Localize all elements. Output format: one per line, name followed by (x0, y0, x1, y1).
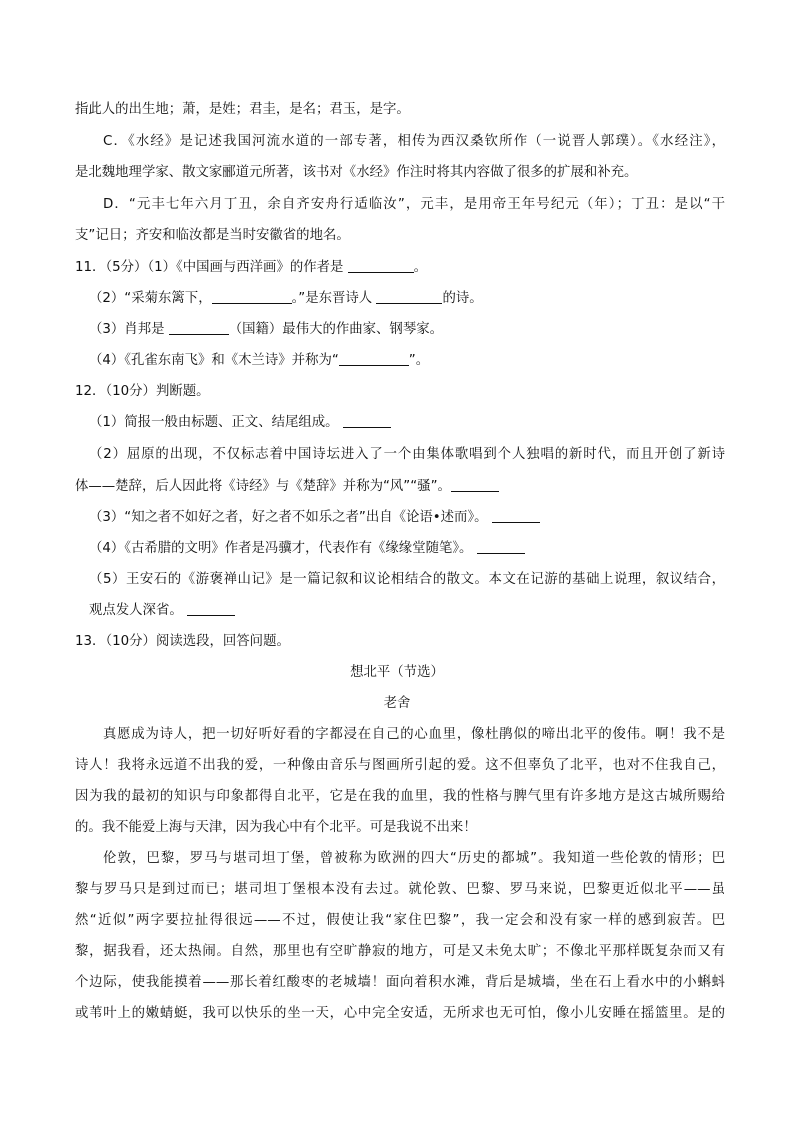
question-11-head: 11．（5分）（1）《中国画与西洋画》的作者是 。 (75, 260, 428, 275)
question-12-item-1: （1）简报一般由标题、正文、结尾组成。 (89, 412, 725, 434)
question-12-item-2: （2）屈原的出现，不仅标志着中国诗坛进入了一个由集体歌唱到个人独唱的新时代，而且开创了新诗 (89, 447, 725, 462)
answer-blank[interactable] (343, 414, 391, 428)
answer-blank[interactable] (376, 290, 442, 304)
option-d-line: D．“元丰七年六月丁丑，余自齐安舟行适临汝”，元丰，是用帝王年号纪元（年）；丁丑：是以“干 (103, 197, 725, 212)
passage-line: 真愿成为诗人，把一切好听好看的字都浸在自己的心血里，像杜鹃似的啼出北平的俊伟。啊！我不是 (103, 727, 725, 742)
passage-line: 的。我不能爱上海与天津，因为我心中有个北平。可是我说不出来！ (75, 820, 477, 835)
question-12-item-5-cont: 观点发人深省。 (89, 600, 725, 622)
passage-line: 因为我的最初的知识与印象都得自北平，它是在我的血里，我的性格与脾气里有许多地方是这古城所赐给 (75, 789, 725, 804)
passage-title: 想北平（节选） (350, 665, 444, 680)
passage-line: 诗人！我将永远道不出我的爱，一种像由音乐与图画所引起的爱。这不但辜负了北平，也对不住我自己， (75, 758, 725, 773)
text-line: 指此人的出生地；萧，是姓；君圭，是名；君玉，是字。 (75, 102, 410, 117)
answer-blank[interactable] (339, 352, 409, 366)
answer-blank[interactable] (212, 290, 292, 304)
question-12-item-4: （4）《古希腊的文明》作者是冯骥才，代表作有《缘缘堂随笔》。 (89, 538, 725, 560)
text-line: 支”记日；齐安和临汝都是当时安徽省的地名。 (75, 228, 350, 243)
answer-blank[interactable] (477, 540, 525, 554)
passage-line: 个边际，使我能摸着——那长着红酸枣的老城墙！面向着积水滩，背后是城墙，坐在石上看水中的小蝌蚪 (75, 975, 725, 990)
option-c-line: C．《水经》是记述我国河流水道的一部专著，相传为西汉桑钦所作（一说晋人郭璞）。《水经注》， (103, 134, 725, 149)
answer-blank[interactable] (169, 321, 229, 335)
passage-line: 黎，据我看，还太热闹。自然，那里也有空旷静寂的地方，可是又未免太旷；不像北平那样既复杂而又有 (75, 944, 725, 959)
passage-author: 老舍 (383, 696, 411, 711)
question-13-head: 13．（10分）阅读选段，回答问题。 (75, 634, 290, 649)
passage-line: 然“近似”两字要拉扯得很远——不过，假使让我“家住巴黎”，我一定会和没有家一样的感到寂苦。巴 (75, 913, 725, 928)
question-11-item-4: （4）《孔雀东南飞》和《木兰诗》并称为“ ”。 (89, 353, 430, 368)
passage-line: 伦敦，巴黎，罗马与堪司坦丁堡，曾被称为欧洲的四大“历史的都城”。我知道一些伦敦的情形；巴 (103, 851, 725, 866)
question-11-item-3: （3）肖邦是 （国籍）最伟大的作曲家、钢琴家。 (89, 322, 443, 337)
answer-blank[interactable] (451, 478, 499, 492)
question-12-head: 12．（10分）判断题。 (75, 384, 210, 399)
answer-blank[interactable] (492, 509, 540, 523)
question-11-item-2: （2）“采菊东篱下， 。”是东晋诗人 的诗。 (89, 291, 483, 306)
question-12-item-2-cont: 体——楚辞，后人因此将《诗经》与《楚辞》并称为“风”“骚”。 (75, 476, 725, 498)
question-12-item-5: （5）王安石的《游褒禅山记》是一篇记叙和议论相结合的散文。本文在记游的基础上说理，叙议结合， (89, 572, 725, 587)
passage-line: 或苇叶上的嫩蜻蜓，我可以快乐的坐一天，心中完全安适，无所求也无可怕，像小儿安睡在摇篮里。是的 (75, 1006, 725, 1021)
question-12-item-3: （3）“知之者不如好之者，好之者不如乐之者”出自《论语•述而》。 (89, 507, 725, 529)
answer-blank[interactable] (348, 259, 414, 273)
text-line: 是北魏地理学家、散文家郦道元所著，该书对《水经》作注时将其内容做了很多的扩展和补充。 (75, 165, 638, 180)
answer-blank[interactable] (187, 602, 235, 616)
passage-line: 黎与罗马只是到过而已；堪司坦丁堡根本没有去过。就伦敦、巴黎、罗马来说，巴黎更近似北平——虽 (75, 882, 725, 897)
